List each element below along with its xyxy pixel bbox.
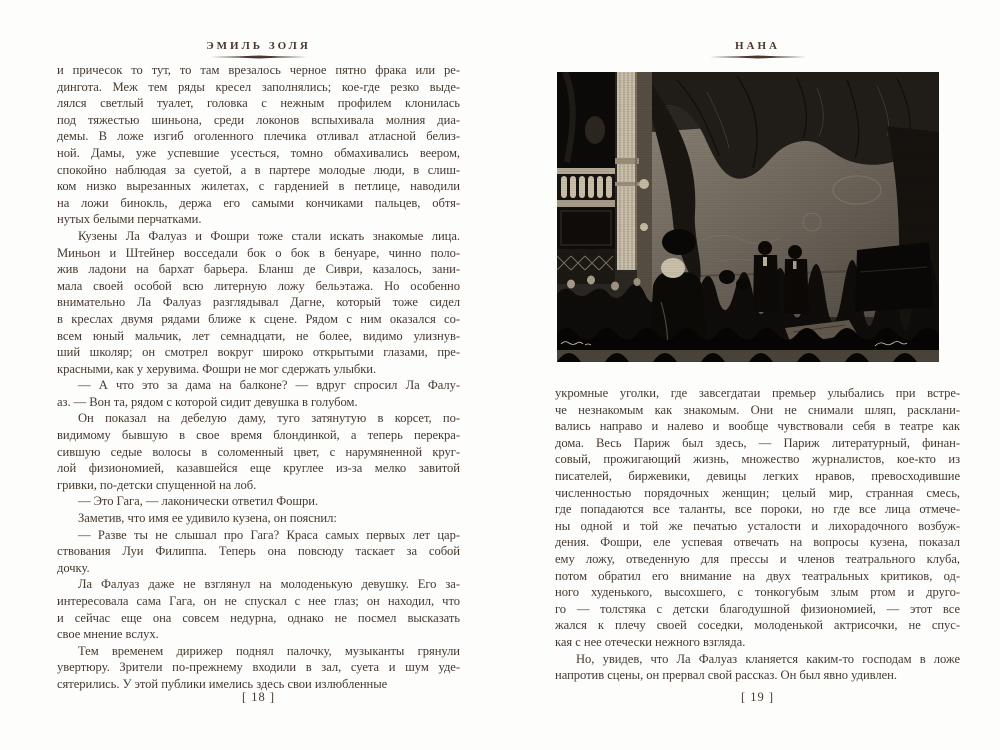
text-line: в креслах двумя рядами ближе к сцене. Рядом с ним оказался со- [57, 311, 460, 326]
text-line: сятерились. У этой публики имелись здесь свои излюбленные [57, 676, 388, 691]
text-line: — А что это за дама на балконе? — вдруг спросил Ла Фалу- [78, 378, 460, 393]
paragraph [57, 527, 460, 577]
text-line: Кузены Ла Фалуаз и Фошри тоже стали искать знакомые лица. [78, 228, 460, 243]
text-line: Ла Фалуаз даже не взглянул на молоденькую девушку. Его за- [78, 577, 460, 592]
text-line: лой физиономией, казавшейся еще круглее из-за мелко завитой [57, 461, 460, 476]
text-line: численностью порядочных женщин; целый мир, странная смесь, [555, 485, 960, 500]
text-line: дочку. [57, 560, 90, 575]
paragraph [57, 493, 460, 510]
text-line: ствования Луи Филиппа. Теперь она повсюду таскает за собой [57, 544, 460, 559]
text-line: демы. В ложе изгиб оголенного плечика отливал атласной белиз- [57, 129, 460, 144]
text-line: — Разве ты не слышал про Гага? Краса самых первых лет цар- [78, 527, 460, 542]
text-line: увертюру. Зрители по-прежнему входили в зал, суета и шум уде- [57, 660, 460, 675]
paragraph [57, 576, 460, 642]
page-number-right: [ 19 ] [740, 690, 775, 704]
text-line: ком низко вырезанных жилетах, с гарденией в петлице, наводили [57, 179, 460, 194]
text-line: ного худенького, высохшего, с тонкогубым злым ртом и друго- [555, 585, 960, 600]
text-line: ший школяр; он смотрел вокруг широко открытыми глазами, пре- [57, 345, 460, 360]
text-line: совый, прожигающий жизнь, множество журналистов, кое-кто из [555, 452, 960, 467]
paragraph [57, 62, 460, 228]
text-line: видимому бывшую в свое время блондинкой, а теперь перекра- [57, 428, 460, 443]
text-line: жался к плечу своей соседки, молоденькой актрисочки, не спус- [555, 618, 960, 633]
paragraph [57, 228, 460, 377]
text-line: потом обратил его внимание на двух театральных критиков, од- [555, 568, 960, 583]
text-line: сившую седые волосы в соломенный цвет, с нарумяненной круг- [57, 444, 460, 459]
text-line: ны одной и той же печатью усталости и лихорадочного возбуж- [555, 518, 960, 533]
text-line: нутых белыми перчатками. [57, 212, 202, 227]
text-line: мала своей особой всю литерную ложу бельэтажа. Но особенно [57, 278, 460, 293]
text-line: ему ложу, отведенную для прессы и членов театрального клуба, [555, 551, 960, 566]
text-line: дингота. Меж тем ряды кресел заполнялись; кое-где резко выде- [57, 79, 460, 94]
text-line: лялся светлый туалет, головка с нежным профилем клонилась [57, 96, 460, 111]
text-line: вались направо и налево и вообще чувствовали себя в театре как [555, 419, 960, 434]
text-line: Но, увидев, что Ла Фалуаз кланяется каким-то господам в ложе [576, 651, 960, 666]
text-line: под тяжестью шиньона, среди локонов вспыхивала молния диа- [57, 112, 460, 127]
text-line: — Это Гага, — лаконически ответил Фошри. [78, 494, 319, 509]
text-line: и сейчас еще она совсем недурна, однако не посмел высказать [57, 610, 460, 625]
running-header-author: ЭМИЛЬ ЗОЛЯ [206, 40, 311, 52]
text-line: жив ладони на бархат барьера. Бланш де Сиври, казалось, зани- [57, 262, 460, 277]
text-line: писателей, биржевики, девицы легких нравов, превосходившие [555, 468, 960, 483]
paragraph [555, 385, 960, 651]
text-line: дения. Фошри, еле успевая отвечать на вопросы кузена, показал [555, 535, 960, 550]
right-page [555, 0, 960, 750]
text-line: дома. Весь Париж был здесь, — Париж литературный, финан- [555, 435, 960, 450]
paragraph [57, 377, 460, 410]
text-line: на ложи бинокль, держа его самыми кончиками пальцев, обтя- [57, 195, 460, 210]
right-text-column [555, 385, 960, 684]
running-header-title: НАНА [735, 40, 780, 52]
left-page [57, 0, 460, 750]
text-line: где попадаются все таланты, все пороки, но где все лица отмече- [555, 502, 960, 517]
left-text-column [57, 62, 460, 693]
text-line: всем юный мальчик, лет семнадцати, не более, видимо улизнув- [57, 328, 460, 343]
text-line: спокойно наблюдая за суетой, а в партере молодые люди, в слиш- [57, 162, 460, 177]
text-line: красными, как у херувима. Фошри не мог сдержать улыбки. [57, 361, 377, 376]
paragraph [57, 510, 460, 527]
paragraph [57, 410, 460, 493]
theater-scene-illustration [557, 72, 939, 362]
text-line: кая с нее отечески нежного взгляда. [555, 634, 746, 649]
text-line: интересовала сама Гага, он не спускал с нее глаз; он находил, что [57, 594, 460, 608]
text-line: Миньон и Штейнер восседали бок о бок в бенуаре, чинно поло- [57, 245, 460, 260]
page-number-left: [ 18 ] [241, 690, 276, 704]
text-line: и причесок то тут, то там врезалось черное пятно фрака или ре- [57, 63, 460, 77]
text-line: свое мнение вслух. [57, 627, 159, 642]
text-line: аз. — Вон та, рядом с которой сидит девушка в голубом. [57, 394, 358, 409]
text-line: ной. Дамы, уже успевшие усесться, томно обмахивались веером, [57, 145, 460, 160]
text-line: Заметив, что имя ее удивило кузена, он пояснил: [78, 511, 337, 526]
text-line: внимательно Ла Фалуаз разглядывал Дагне, который тоже сидел [57, 295, 460, 310]
text-line: го — толстяка с детски благодушной физиономией, — этот все [555, 601, 960, 616]
text-line: укромные уголки, где завсегдатаи премьер улыбались при встре- [555, 386, 960, 400]
paragraph [555, 651, 960, 684]
header-rule [211, 54, 307, 60]
text-line: че незнакомым как знакомым. Они не снимали шляп, расклани- [555, 402, 960, 417]
text-line: Он показал на дебелую даму, туго затянутую в корсет, по- [78, 411, 460, 426]
text-line: гривки, по-детски спущенной на лоб. [57, 477, 257, 492]
header-rule [710, 54, 806, 60]
paragraph [57, 643, 460, 693]
text-line: напротив сцены, он прервал свой рассказ. Он был явно удивлен. [555, 668, 897, 683]
text-line: Тем временем дирижер поднял палочку, музыканты грянули [78, 643, 460, 658]
